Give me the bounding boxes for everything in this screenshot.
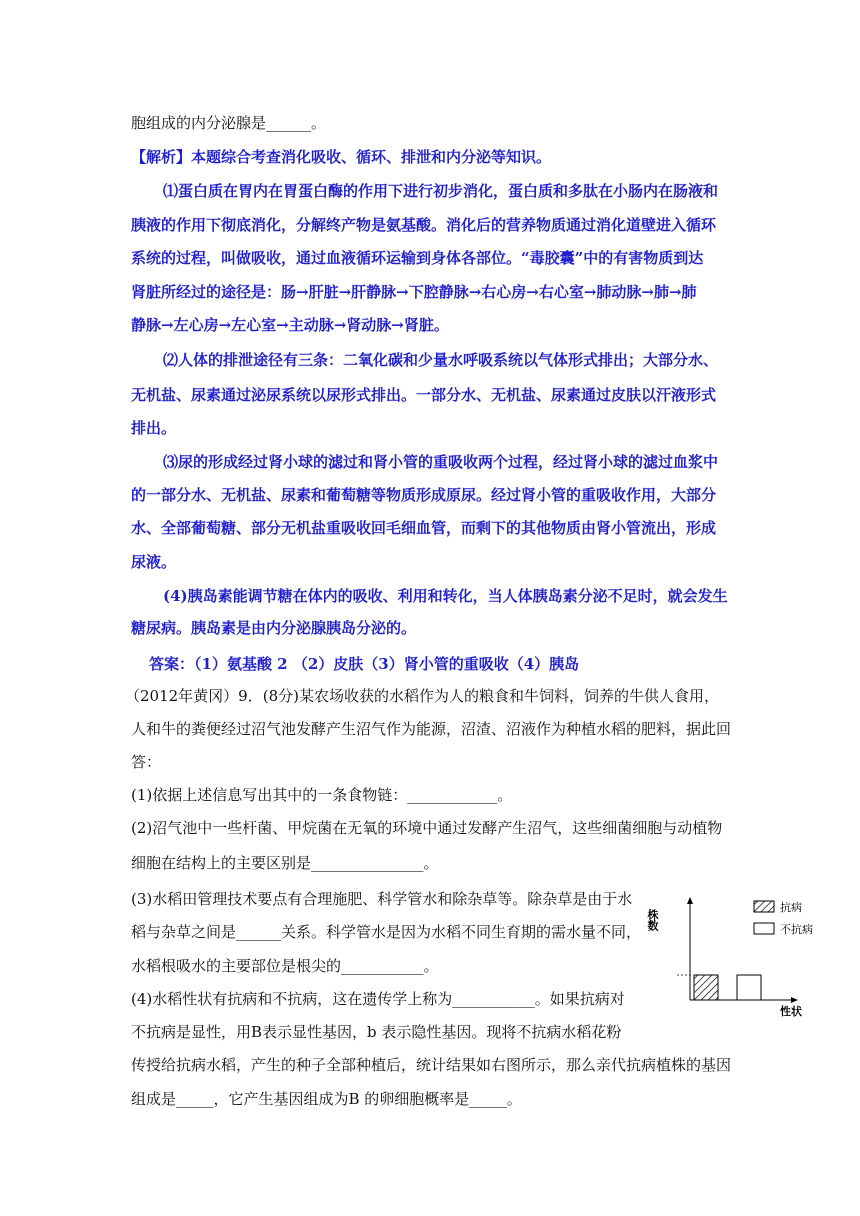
text-line: ⑶尿的形成经过肾小球的滤过和肾小管的重吸收两个过程，经过肾小球的滤过血浆中 <box>163 453 719 471</box>
text-line: (3)水稻田管理技术要点有合理施肥、科学管水和除杂草等。除杂草是由于水 <box>131 890 633 908</box>
text-line: 肾脏所经过的途径是：肠→肝脏→肝静脉→下腔静脉→右心房→右心室→肺动脉→肺→肺 <box>131 283 697 301</box>
text-line: 稻与杂草之间是______关系。科学管水是因为水稻不同生育期的需水量不同， <box>131 923 642 941</box>
text-line: （2012年黄冈）9．(8分)某农场收获的水稻作为人的粮食和牛饲料，饲养的牛供人食用， <box>125 687 719 705</box>
text-line: 人和牛的粪便经过沼气池发酵产生沼气作为能源，沼渣、沼液作为种植水稻的肥料，据此回 <box>131 720 732 738</box>
text-line: 水稻根吸水的主要部位是根尖的___________。 <box>131 957 439 975</box>
x-axis-label: 性状 <box>780 1006 802 1018</box>
text-line: 排出。 <box>131 419 177 437</box>
text-line: (4)水稻性状有抗病和不抗病，这在遗传学上称为___________。如果抗病对 <box>131 990 625 1008</box>
y-axis-label: 株数 <box>646 909 658 931</box>
bar-chart <box>646 895 840 1025</box>
text-line: 的一部分水、无机盐、尿素和葡萄糖等物质形成原尿。经过肾小管的重吸收作用，大部分 <box>131 486 717 504</box>
text-line: 胞组成的内分泌腺是______。 <box>131 114 327 132</box>
text-line: 糖尿病。胰岛素是由内分泌腺胰岛分泌的。 <box>131 619 417 637</box>
text-line: 静脉→左心房→左心室→主动脉→肾动脉→肾脏。 <box>131 316 449 334</box>
text-line: 组成是_____，它产生基因组成为B 的卵细胞概率是_____。 <box>131 1090 522 1108</box>
text-line: (2)沼气池中一些杆菌、甲烷菌在无氧的环境中通过发酵产生沼气，这些细菌细胞与动植物 <box>131 819 723 837</box>
text-line: 无机盐、尿素通过泌尿系统以尿形式排出。一部分水、无机盐、尿素通过皮肤以汗液形式 <box>131 386 717 404</box>
legend-swatch-empty <box>754 923 774 934</box>
bar-2 <box>737 975 761 1000</box>
text-line: 细胞在结构上的主要区别是_______________。 <box>131 854 439 872</box>
text-line: (4)胰岛素能调节糖在体内的吸收、利用和转化，当人体胰岛素分泌不足时，就会发生 <box>163 587 728 605</box>
legend-label-1: 抗病 <box>780 902 802 914</box>
text-line: 胰液的作用下彻底消化，分解终产物是氨基酸。消化后的营养物质通过消化道壁进入循环 <box>131 216 717 234</box>
legend-label-2: 不抗病 <box>780 924 813 936</box>
text-line: 尿液。 <box>131 553 177 571</box>
text-line: (1)依据上述信息写出其中的一条食物链：____________。 <box>131 786 513 804</box>
text-line: 不抗病是显性，用B表示显性基因，b 表示隐性基因。现将不抗病水稻花粉 <box>131 1023 622 1041</box>
text-line: 答案：（1）氨基酸 2 （2）皮肤（3）肾小管的重吸收（4）胰岛 <box>149 655 580 673</box>
text-line: 【解析】本题综合考查消化吸收、循环、排泄和内分泌等知识。 <box>131 148 552 166</box>
text-line: 传授给抗病水稻，产生的种子全部种植后，统计结果如右图所示，那么亲代抗病植株的基因 <box>131 1056 732 1074</box>
bar-1 <box>694 975 718 1000</box>
legend-swatch-hatched <box>754 901 774 912</box>
text-line: ⑵人体的排泄途径有三条：二氧化碳和少量水呼吸系统以气体形式排出；大部分水、 <box>163 351 719 369</box>
text-line: 系统的过程，叫做吸收，通过血液循环运输到身体各部位。“毒胶囊”中的有害物质到达 <box>131 249 704 267</box>
text-line: 水、全部葡萄糖、部分无机盐重吸收回毛细血管，而剩下的其他物质由肾小管流出，形成 <box>131 519 717 537</box>
text-line: 答： <box>131 753 162 771</box>
text-line: ⑴蛋白质在胃内在胃蛋白酶的作用下进行初步消化，蛋白质和多肽在小肠内在肠液和 <box>163 182 719 200</box>
